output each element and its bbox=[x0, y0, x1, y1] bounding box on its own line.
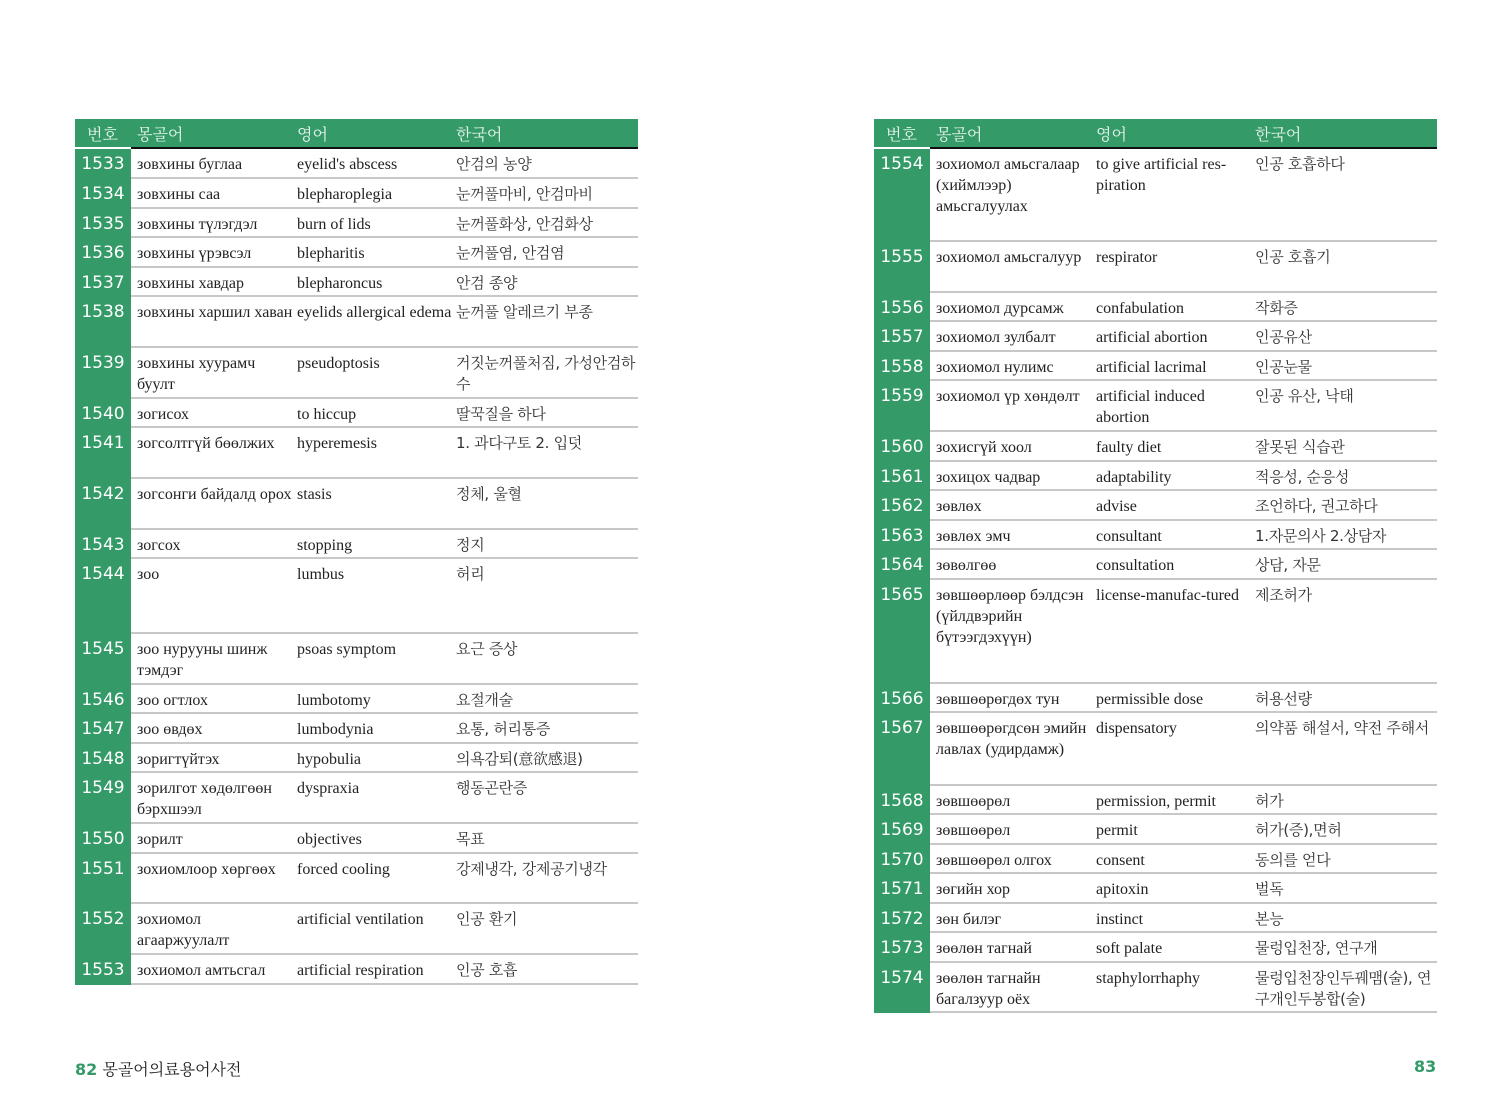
english-term: consultation bbox=[1096, 557, 1175, 574]
table-row bbox=[75, 149, 638, 179]
korean-term: 안검의 농양 bbox=[456, 155, 532, 173]
mongolian-term: зохиомол зулбалт bbox=[936, 329, 1056, 346]
english-term: adaptability bbox=[1096, 469, 1172, 486]
entry-number: 1558 bbox=[874, 352, 930, 381]
english-term: blepharoplegia bbox=[297, 186, 393, 203]
korean-term: 본능 bbox=[1255, 910, 1284, 928]
entry-number: 1574 bbox=[874, 963, 930, 1013]
entry-number: 1542 bbox=[75, 479, 131, 530]
entry-number: 1549 bbox=[75, 773, 131, 824]
korean-term: 허가 bbox=[1255, 792, 1284, 810]
entry-number: 1553 bbox=[75, 955, 131, 985]
table-row bbox=[75, 955, 638, 985]
mongolian-term: зохиомол үр хөндөлт bbox=[936, 388, 1080, 405]
mongolian-term: зохиомол амтьсгал bbox=[137, 962, 266, 979]
entry-number: 1561 bbox=[874, 462, 930, 491]
entry-number: 1567 bbox=[874, 713, 930, 786]
table-row bbox=[874, 786, 1437, 815]
entry-number: 1571 bbox=[874, 874, 930, 904]
mongolian-term: зөвшөөрөгдсөн эмийн лавлах (удирдамж) bbox=[936, 720, 1087, 758]
english-term: consent bbox=[1096, 852, 1145, 869]
mongolian-term: зоо нурууны шинж тэмдэг bbox=[137, 641, 268, 679]
korean-term: 거짓눈꺼풀처짐, 가성안검하수 bbox=[456, 354, 636, 393]
korean-term: 인공눈물 bbox=[1255, 358, 1312, 376]
right-footer bbox=[1414, 1057, 1436, 1076]
english-term: apitoxin bbox=[1096, 881, 1149, 898]
korean-term: 인공 호흡하다 bbox=[1255, 155, 1345, 173]
korean-term: 목표 bbox=[456, 830, 485, 848]
table-row bbox=[75, 479, 638, 530]
table-row bbox=[75, 428, 638, 479]
korean-term: 눈꺼풀염, 안검염 bbox=[456, 244, 565, 262]
entry-number: 1562 bbox=[874, 491, 930, 521]
english-term: blepharoncus bbox=[297, 275, 383, 292]
header-english: 영어 bbox=[297, 125, 328, 144]
mongolian-term: зохиомол агааржуулалт bbox=[137, 911, 230, 949]
table-row bbox=[874, 684, 1437, 713]
entry-number: 1563 bbox=[874, 521, 930, 550]
mongolian-term: зохиомол дурсамж bbox=[936, 300, 1064, 317]
english-term: objectives bbox=[297, 831, 362, 848]
mongolian-term: зовхины үрэвсэл bbox=[137, 245, 252, 262]
mongolian-term: зоригтүйтэх bbox=[137, 751, 220, 768]
table-row bbox=[75, 773, 638, 824]
english-term: hypobulia bbox=[297, 751, 361, 768]
entry-number: 1543 bbox=[75, 530, 131, 559]
korean-term: 인공유산 bbox=[1255, 328, 1312, 346]
table-row bbox=[874, 904, 1437, 933]
korean-term: 제조허가 bbox=[1255, 586, 1312, 604]
table-row bbox=[75, 634, 638, 685]
table-header bbox=[874, 119, 1437, 147]
korean-term: 허리 bbox=[456, 565, 485, 583]
english-term: dyspraxia bbox=[297, 780, 360, 797]
table-row bbox=[874, 149, 1437, 242]
mongolian-term: зөвлөх bbox=[936, 498, 982, 515]
english-term: to give artificial res-piration bbox=[1096, 156, 1227, 194]
english-term: blepharitis bbox=[297, 245, 365, 262]
korean-term: 강제냉각, 강제공기냉각 bbox=[456, 860, 607, 878]
korean-term: 상담, 자문 bbox=[1255, 556, 1321, 574]
entry-number: 1554 bbox=[874, 149, 930, 242]
korean-term: 적응성, 순응성 bbox=[1255, 468, 1350, 486]
entry-number: 1564 bbox=[874, 550, 930, 580]
mongolian-term: зөвшөөрөл bbox=[936, 793, 1011, 810]
korean-term: 눈꺼풀화상, 안검화상 bbox=[456, 215, 593, 233]
english-term: artificial lacrimal bbox=[1096, 359, 1207, 376]
header-korean: 한국어 bbox=[1255, 125, 1302, 144]
english-term: lumbotomy bbox=[297, 692, 371, 709]
left-footer bbox=[75, 1057, 241, 1080]
book-title: 몽골어의료용어사전 bbox=[102, 1060, 242, 1079]
korean-term: 안검 종양 bbox=[456, 274, 518, 292]
english-term: eyelid's abscess bbox=[297, 156, 398, 173]
mongolian-term: зовхины хавдар bbox=[137, 275, 244, 292]
entry-number: 1557 bbox=[874, 322, 930, 352]
entry-number: 1555 bbox=[874, 242, 930, 293]
korean-term: 허가(증),면허 bbox=[1255, 821, 1342, 839]
mongolian-term: зорилт bbox=[137, 831, 183, 848]
table-row bbox=[75, 854, 638, 904]
english-term: confabulation bbox=[1096, 300, 1184, 317]
english-term: permit bbox=[1096, 822, 1138, 839]
table-row bbox=[75, 348, 638, 399]
korean-term: 물렁입천장, 연구개 bbox=[1255, 939, 1378, 957]
korean-term: 정지 bbox=[456, 536, 485, 554]
english-term: respirator bbox=[1096, 249, 1158, 266]
entry-number: 1537 bbox=[75, 268, 131, 297]
korean-term: 눈꺼풀 알레르기 부종 bbox=[456, 303, 593, 321]
table-row bbox=[75, 559, 638, 634]
english-term: stasis bbox=[297, 486, 332, 503]
page-number: 82 bbox=[75, 1060, 98, 1079]
entry-number: 1545 bbox=[75, 634, 131, 685]
entry-number: 1533 bbox=[75, 149, 131, 179]
table-row bbox=[75, 904, 638, 955]
mongolian-term: зохиомол амьсгалуур bbox=[936, 249, 1082, 266]
mongolian-term: зоо bbox=[137, 566, 160, 583]
english-term: advise bbox=[1096, 498, 1137, 515]
mongolian-term: зовхины харшил хаван bbox=[137, 304, 293, 321]
english-term: artificial abortion bbox=[1096, 329, 1208, 346]
korean-term: 인공 환기 bbox=[456, 910, 518, 928]
header-number: 번호 bbox=[87, 125, 118, 144]
english-term: artificial induced abortion bbox=[1096, 388, 1205, 426]
korean-term: 의욕감퇴(意欲感退) bbox=[456, 750, 583, 768]
english-term: pseudoptosis bbox=[297, 355, 380, 372]
page-number: 83 bbox=[1414, 1057, 1437, 1076]
mongolian-term: зовхины саа bbox=[137, 186, 221, 203]
table-row bbox=[75, 297, 638, 348]
entry-number: 1534 bbox=[75, 179, 131, 209]
table-row bbox=[874, 580, 1437, 684]
english-term: instinct bbox=[1096, 911, 1144, 928]
entry-number: 1565 bbox=[874, 580, 930, 684]
mongolian-term: зохиомол амьсгалаар (хиймлээр) амьсгалуулах bbox=[936, 156, 1080, 215]
table-row bbox=[874, 933, 1437, 963]
korean-term: 의약품 해설서, 약전 주해서 bbox=[1255, 719, 1429, 737]
english-term: permissible dose bbox=[1096, 691, 1204, 708]
table-row bbox=[75, 399, 638, 428]
table-row bbox=[874, 491, 1437, 521]
table-row bbox=[874, 432, 1437, 462]
mongolian-term: зөөлөн тагнай bbox=[936, 940, 1032, 957]
table-row bbox=[874, 845, 1437, 874]
table-row bbox=[75, 268, 638, 297]
english-term: faulty diet bbox=[1096, 439, 1162, 456]
entry-number: 1559 bbox=[874, 381, 930, 432]
korean-term: 벌독 bbox=[1255, 880, 1284, 898]
mongolian-term: зөвшөөрлөөр бэлдсэн (үйлдвэрийн бүтээгдэхүүн) bbox=[936, 587, 1084, 646]
entry-number: 1572 bbox=[874, 904, 930, 933]
entry-number: 1539 bbox=[75, 348, 131, 399]
english-term: consultant bbox=[1096, 528, 1162, 545]
header-mongolian: 몽골어 bbox=[137, 125, 184, 144]
english-term: lumbus bbox=[297, 566, 345, 583]
entry-number: 1550 bbox=[75, 824, 131, 854]
entry-number: 1535 bbox=[75, 209, 131, 238]
korean-term: 1.자문의사 2.상담자 bbox=[1255, 527, 1387, 545]
english-term: lumbodynia bbox=[297, 721, 374, 738]
table-row bbox=[874, 550, 1437, 580]
mongolian-term: зовхины хуурамч буулт bbox=[137, 355, 256, 393]
entry-number: 1540 bbox=[75, 399, 131, 428]
mongolian-term: зөвлөх эмч bbox=[936, 528, 1011, 545]
entry-number: 1570 bbox=[874, 845, 930, 874]
korean-term: 작화증 bbox=[1255, 299, 1298, 317]
table-row bbox=[75, 179, 638, 209]
korean-term: 정체, 울혈 bbox=[456, 485, 522, 503]
korean-term: 허용선량 bbox=[1255, 690, 1312, 708]
korean-term: 인공 호흡기 bbox=[1255, 248, 1331, 266]
entry-number: 1569 bbox=[874, 815, 930, 845]
mongolian-term: зорилгот хөдөлгөөн бэрхшээл bbox=[137, 780, 272, 818]
entry-number: 1566 bbox=[874, 684, 930, 713]
korean-term: 물렁입천장인두꿰맴(술), 연구개인두봉합(술) bbox=[1255, 969, 1432, 1008]
table-row bbox=[75, 685, 638, 714]
mongolian-term: зохиомол нулимс bbox=[936, 359, 1054, 376]
table-row bbox=[75, 744, 638, 773]
entry-number: 1536 bbox=[75, 238, 131, 268]
mongolian-term: зөвөлгөө bbox=[936, 557, 997, 574]
table-row bbox=[75, 209, 638, 238]
header-korean: 한국어 bbox=[456, 125, 503, 144]
header-number: 번호 bbox=[886, 125, 917, 144]
mongolian-term: зовхины түлэгдэл bbox=[137, 216, 258, 233]
mongolian-term: зогсолтгүй бөөлжих bbox=[137, 435, 275, 452]
korean-term: 요절개술 bbox=[456, 691, 513, 709]
english-term: artificial ventilation bbox=[297, 911, 424, 928]
mongolian-term: зоо огтлох bbox=[137, 692, 208, 709]
korean-term: 동의를 얻다 bbox=[1255, 851, 1331, 869]
entry-number: 1546 bbox=[75, 685, 131, 714]
english-term: stopping bbox=[297, 537, 353, 554]
english-term: burn of lids bbox=[297, 216, 371, 233]
entry-number: 1556 bbox=[874, 293, 930, 322]
mongolian-term: зохиомлоор хөргөөх bbox=[137, 861, 276, 878]
english-term: psoas symptom bbox=[297, 641, 397, 658]
table-row bbox=[874, 293, 1437, 322]
english-term: eyelids allergical edema bbox=[297, 304, 452, 321]
mongolian-term: зогсох bbox=[137, 537, 181, 554]
table-row bbox=[874, 462, 1437, 491]
mongolian-term: зөн билэг bbox=[936, 911, 1001, 928]
table-row bbox=[874, 815, 1437, 845]
table-row bbox=[874, 874, 1437, 904]
english-term: forced cooling bbox=[297, 861, 390, 878]
korean-term: 요통, 허리통증 bbox=[456, 720, 551, 738]
entry-number: 1560 bbox=[874, 432, 930, 462]
mongolian-term: зохицох чадвар bbox=[936, 469, 1041, 486]
mongolian-term: зөвшөөрөгдөх тун bbox=[936, 691, 1060, 708]
entry-number: 1568 bbox=[874, 786, 930, 815]
mongolian-term: зөгийн хор bbox=[936, 881, 1010, 898]
english-term: to hiccup bbox=[297, 406, 357, 423]
table-row bbox=[874, 521, 1437, 550]
table-row bbox=[75, 714, 638, 744]
entry-number: 1538 bbox=[75, 297, 131, 348]
entry-number: 1552 bbox=[75, 904, 131, 955]
table-row bbox=[75, 824, 638, 854]
english-term: permission, permit bbox=[1096, 793, 1216, 810]
korean-term: 인공 호흡 bbox=[456, 961, 518, 979]
header-mongolian: 몽골어 bbox=[936, 125, 983, 144]
korean-term: 딸꾹질을 하다 bbox=[456, 405, 546, 423]
english-term: license-manufac-tured bbox=[1096, 587, 1240, 604]
korean-term: 인공 유산, 낙태 bbox=[1255, 387, 1354, 405]
table-row bbox=[874, 963, 1437, 1013]
entry-number: 1544 bbox=[75, 559, 131, 634]
english-term: staphylorrhaphy bbox=[1096, 970, 1200, 987]
table-row bbox=[874, 381, 1437, 432]
korean-term: 행동곤란증 bbox=[456, 779, 527, 797]
english-term: dispensatory bbox=[1096, 720, 1177, 737]
korean-term: 조언하다, 권고하다 bbox=[1255, 497, 1378, 515]
english-term: hyperemesis bbox=[297, 435, 377, 452]
korean-term: 눈꺼풀마비, 안검마비 bbox=[456, 185, 593, 203]
mongolian-term: зөөлөн тагнайн багалзуур оёх bbox=[936, 970, 1041, 1008]
entry-number: 1573 bbox=[874, 933, 930, 963]
mongolian-term: зөвшөөрөл bbox=[936, 822, 1011, 839]
table-row bbox=[874, 352, 1437, 381]
entry-number: 1548 bbox=[75, 744, 131, 773]
table-row bbox=[874, 242, 1437, 293]
english-term: artificial respiration bbox=[297, 962, 424, 979]
korean-term: 요근 증상 bbox=[456, 640, 518, 658]
entry-number: 1541 bbox=[75, 428, 131, 479]
term-table-right bbox=[874, 119, 1437, 1013]
mongolian-term: зовхины буглаа bbox=[137, 156, 243, 173]
mongolian-term: зоо өвдөх bbox=[137, 721, 203, 738]
mongolian-term: зөвшөөрөл олгох bbox=[936, 852, 1052, 869]
term-table-left bbox=[75, 119, 638, 985]
table-row bbox=[874, 322, 1437, 352]
table-header bbox=[75, 119, 638, 147]
entry-number: 1547 bbox=[75, 714, 131, 744]
table-row bbox=[75, 238, 638, 268]
mongolian-term: зогисох bbox=[137, 406, 190, 423]
entry-number: 1551 bbox=[75, 854, 131, 904]
korean-term: 1. 과다구토 2. 입덧 bbox=[456, 434, 582, 452]
english-term: soft palate bbox=[1096, 940, 1163, 957]
mongolian-term: зогсонги байдалд орох bbox=[137, 486, 292, 503]
header-english: 영어 bbox=[1096, 125, 1127, 144]
mongolian-term: зохисгүй хоол bbox=[936, 439, 1032, 456]
table-row bbox=[75, 530, 638, 559]
korean-term: 잘못된 식습관 bbox=[1255, 438, 1345, 456]
table-row bbox=[874, 713, 1437, 786]
